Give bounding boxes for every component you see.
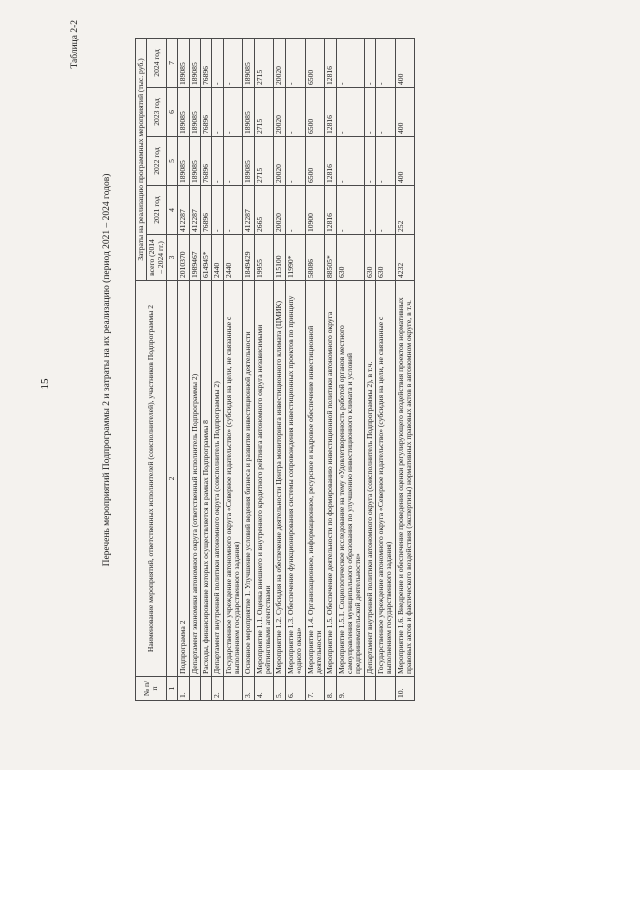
row-2021: - — [285, 186, 305, 235]
row-2023: 6500 — [305, 88, 325, 137]
row-2024: 2715 — [254, 38, 274, 87]
row-2024: - — [212, 38, 223, 87]
row-2023: 12816 — [325, 88, 336, 137]
header-total: всего (2014 – 2024 гг.) — [147, 235, 167, 281]
row-number: 1. — [178, 677, 189, 701]
row-total: 1989467 — [189, 235, 200, 281]
row-total: 630 — [336, 235, 364, 281]
row-name: Департамент внутренней политики автономного округа (соисполнитель Подпрограммы 2) — [212, 281, 223, 677]
table-label: Таблица 2-2 — [70, 20, 80, 69]
row-2021: - — [364, 186, 375, 235]
scan-margin — [0, 770, 640, 905]
row-2023: 189085 — [178, 88, 189, 137]
row-2023: - — [212, 88, 223, 137]
row-total: 2440 — [223, 235, 243, 281]
row-2022: - — [212, 137, 223, 186]
row-2021: - — [375, 186, 395, 235]
row-2024: 400 — [395, 38, 415, 87]
row-2022: 189085 — [189, 137, 200, 186]
row-2024: 6500 — [305, 38, 325, 87]
row-total: 115100 — [274, 235, 285, 281]
index-cell: 1 — [167, 677, 178, 701]
row-name: Департамент экономики автономного округа (ответственный исполнитель Подпрограммы 2) — [189, 281, 200, 677]
row-name: Департамент внутренней политики автономного округа (соисполнитель Подпрограммы 2), в т.ч. — [364, 281, 375, 677]
table-row — [325, 38, 336, 700]
row-total: 2010370 — [178, 235, 189, 281]
row-number: 5. — [274, 677, 285, 701]
row-total: 2440 — [212, 235, 223, 281]
program-costs-table — [135, 38, 415, 701]
row-2022: 20020 — [274, 137, 285, 186]
header-name: Наименование мероприятий, ответственных исполнителей (соисполнителей), участников Подпрограммы 2 — [136, 281, 167, 677]
row-2023: - — [364, 88, 375, 137]
row-number: 6. — [285, 677, 305, 701]
row-2023: - — [375, 88, 395, 137]
row-2021: 12816 — [325, 186, 336, 235]
row-2024: - — [336, 38, 364, 87]
row-2022: - — [336, 137, 364, 186]
row-2022: 189085 — [243, 137, 254, 186]
table-body — [178, 38, 415, 700]
row-number: 2. — [212, 677, 223, 701]
row-total: 1849429 — [243, 235, 254, 281]
table-row — [375, 38, 395, 700]
row-2022: 6500 — [305, 137, 325, 186]
table-row — [212, 38, 223, 700]
table-row — [201, 38, 212, 700]
index-cell: 3 — [167, 235, 178, 281]
row-name: Мероприятие 1.2. Субсидия на обеспечение деятельности Центра мониторинга инвестиционного климата (ЦМИК) — [274, 281, 285, 677]
row-2024: - — [375, 38, 395, 87]
table-row — [178, 38, 189, 700]
row-2023: - — [336, 88, 364, 137]
header-2022: 2022 год — [147, 137, 167, 186]
page-number: 15 — [39, 378, 51, 390]
row-2022: - — [285, 137, 305, 186]
row-2022: 189085 — [178, 137, 189, 186]
row-2024: 189085 — [243, 38, 254, 87]
row-2023: 20020 — [274, 88, 285, 137]
row-2023: - — [285, 88, 305, 137]
row-number: 10. — [395, 677, 415, 701]
table-row — [305, 38, 325, 700]
header-2021: 2021 год — [147, 186, 167, 235]
header-2024: 2024 год — [147, 38, 167, 87]
row-2022: 400 — [395, 137, 415, 186]
row-number: 9. — [336, 677, 364, 701]
row-total: 88505* — [325, 235, 336, 281]
header-costs: Затраты на реализацию программных мероприятий (тыс. руб.) — [136, 38, 147, 280]
row-2023: 2715 — [254, 88, 274, 137]
row-name: Мероприятие 1.4. Организационное, информационное, ресурсное и кадровое обеспечение инвестиционной деятельности — [305, 281, 325, 677]
row-2024: - — [285, 38, 305, 87]
row-name: Мероприятие 1.6. Внедрение и обеспечение проведения оценки регулирующего воздействия проектов нормативных правовых актов и фактического воздействия (экспертизы) нормативных правовых актов в автономном округе, в т.ч. — [395, 281, 415, 677]
row-name: Мероприятие 1.1. Оценка внешнего и внутреннего кредитного рейтинга автономного округа независимыми рейтинговыми агентствами — [254, 281, 274, 677]
row-2023: 400 — [395, 88, 415, 137]
row-2024: - — [223, 38, 243, 87]
index-cell: 7 — [167, 38, 178, 87]
table-row — [395, 38, 415, 700]
row-total: 4232 — [395, 235, 415, 281]
row-2021: 76896 — [201, 186, 212, 235]
row-2024: 189085 — [189, 38, 200, 87]
row-name: Государственное учреждение автономного округа «Северное издательство» (субсидия на цели, не связанные с выполнением государственного задания) — [223, 281, 243, 677]
row-2023: - — [223, 88, 243, 137]
row-2021: 2665 — [254, 186, 274, 235]
row-total: 614945* — [201, 235, 212, 281]
row-number — [201, 677, 212, 701]
row-name: Государственное учреждение автономного округа «Северное издательство» (субсидия на цели, не связанные с выполнением государственного задания) — [375, 281, 395, 677]
row-2024: 189085 — [178, 38, 189, 87]
row-name: Основное мероприятие 1. Улучшение условий ведения бизнеса и развитие инвестиционной деятельности — [243, 281, 254, 677]
row-2021: 412287 — [243, 186, 254, 235]
table-row — [285, 38, 305, 700]
row-number — [364, 677, 375, 701]
table-row — [243, 38, 254, 700]
table-row — [274, 38, 285, 700]
row-name: Мероприятие 1.5. Обеспечение деятельности по формированию инвестиционной политики автономного округа — [325, 281, 336, 677]
row-2021: 252 — [395, 186, 415, 235]
index-cell: 2 — [167, 281, 178, 677]
row-total: 11990* — [285, 235, 305, 281]
table-row — [254, 38, 274, 700]
row-number — [189, 677, 200, 701]
row-2021: - — [223, 186, 243, 235]
row-2021: 412287 — [178, 186, 189, 235]
row-number: 7. — [305, 677, 325, 701]
row-total: 58086 — [305, 235, 325, 281]
row-2021: - — [336, 186, 364, 235]
index-cell: 5 — [167, 137, 178, 186]
row-2021: 412287 — [189, 186, 200, 235]
table-title: Перечень мероприятий Подпрограммы 2 и затраты на их реализацию (период 2021 – 2024 годов) — [102, 173, 112, 567]
row-2021: 20020 — [274, 186, 285, 235]
index-cell: 6 — [167, 88, 178, 137]
row-2023: 189085 — [189, 88, 200, 137]
row-number: 4. — [254, 677, 274, 701]
row-2022: 12816 — [325, 137, 336, 186]
row-name: Подпрограмма 2 — [178, 281, 189, 677]
index-cell: 4 — [167, 186, 178, 235]
header-2023: 2023 год — [147, 88, 167, 137]
row-number — [223, 677, 243, 701]
table-row — [364, 38, 375, 700]
row-2022: 2715 — [254, 137, 274, 186]
row-2022: 76896 — [201, 137, 212, 186]
row-2024: - — [364, 38, 375, 87]
table-row — [336, 38, 364, 700]
row-2022: - — [364, 137, 375, 186]
header-num: № п/п — [136, 677, 167, 701]
row-2023: 76896 — [201, 88, 212, 137]
row-2024: 20020 — [274, 38, 285, 87]
row-2022: - — [375, 137, 395, 186]
row-total: 630 — [375, 235, 395, 281]
row-name: Мероприятие 1.5.1. Социологическое исследование на тему «Удовлетворенность работой органов местного самоуправления муниципального образования по улучшению инвестиционного климата и условий предпринимательской деятельности» — [336, 281, 364, 677]
row-number — [375, 677, 395, 701]
table-row — [189, 38, 200, 700]
row-number: 8. — [325, 677, 336, 701]
row-2024: 12816 — [325, 38, 336, 87]
table-row — [223, 38, 243, 700]
row-total: 19955 — [254, 235, 274, 281]
row-name: Расходы, финансирование которых осуществляется в рамках Подпрограммы 8 — [201, 281, 212, 677]
column-index-row — [167, 38, 178, 700]
row-total: 630 — [364, 235, 375, 281]
row-number: 3. — [243, 677, 254, 701]
row-2022: - — [223, 137, 243, 186]
row-2021: 10900 — [305, 186, 325, 235]
row-2023: 189085 — [243, 88, 254, 137]
row-2024: 76896 — [201, 38, 212, 87]
row-name: Мероприятие 1.3. Обеспечение функционирования системы сопровождения инвестиционных проектов по принципу «одного окна» — [285, 281, 305, 677]
row-2021: - — [212, 186, 223, 235]
